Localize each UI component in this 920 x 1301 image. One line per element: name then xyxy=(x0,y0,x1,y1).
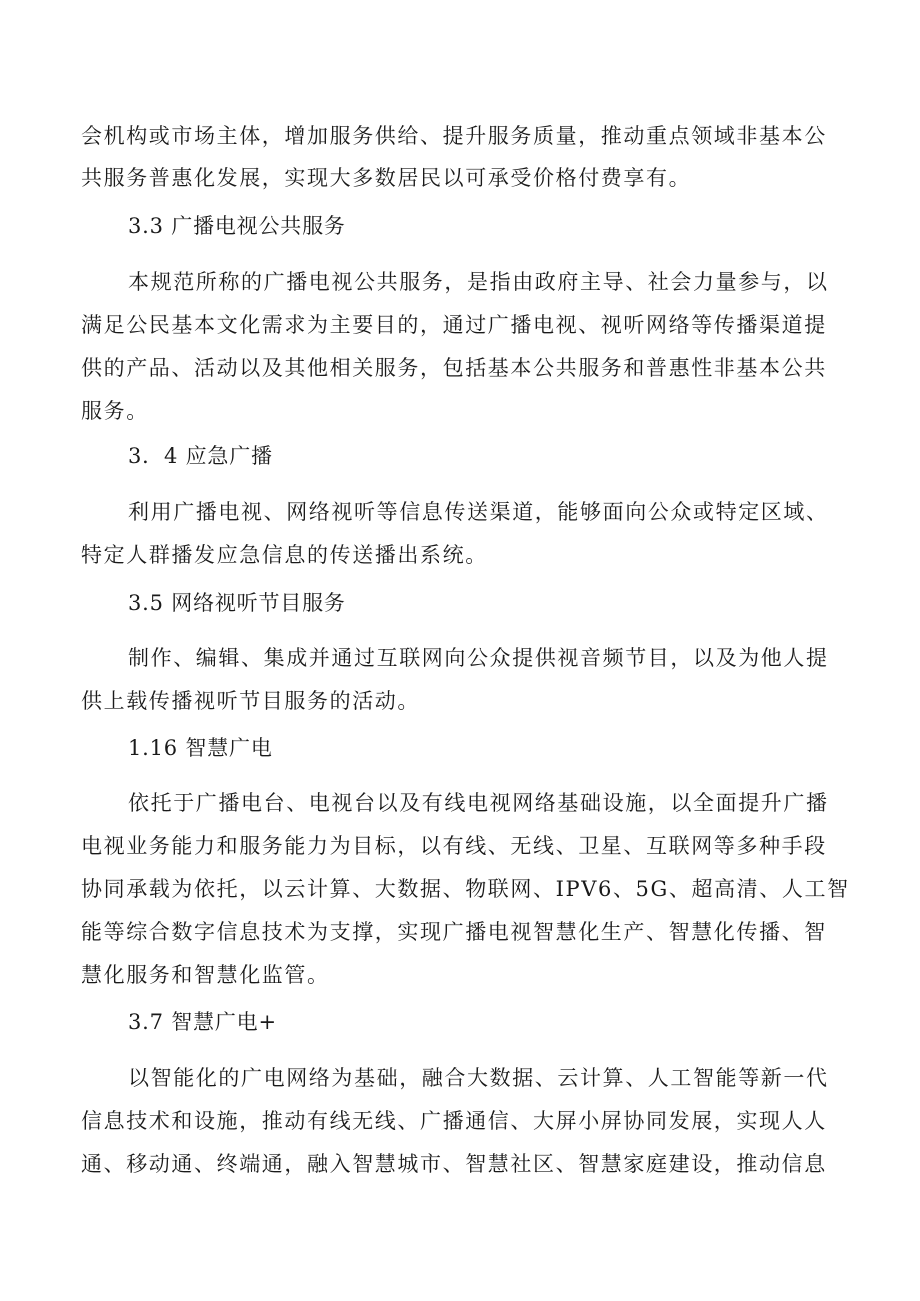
paragraph-line: 供上载传播视听节目服务的活动。 xyxy=(81,689,420,713)
section-heading-1-16: 1.16 智慧广电 xyxy=(128,736,273,760)
paragraph-line: 满足公民基本文化需求为主要目的，通过广播电视、视听网络等传播渠道提 xyxy=(81,313,827,337)
paragraph-line: 利用广播电视、网络视听等信息传送渠道，能够面向公众或特定区域、 xyxy=(128,500,829,524)
section-heading-3-3: 3.3 广播电视公共服务 xyxy=(128,214,346,238)
paragraph-line: 特定人群播发应急信息的传送播出系统。 xyxy=(81,543,488,567)
paragraph-line: 以智能化的广电网络为基础，融合大数据、云计算、人工智能等新一代 xyxy=(128,1066,829,1090)
paragraph-line: 电视业务能力和服务能力为目标，以有线、无线、卫星、互联网等多种手段 xyxy=(81,834,827,858)
paragraph-line: 服务。 xyxy=(81,399,149,423)
paragraph-line: 共服务普惠化发展，实现大多数居民以可承受价格付费享有。 xyxy=(81,166,692,190)
paragraph-line: 制作、编辑、集成并通过互联网向公众提供视音频节目，以及为他人提 xyxy=(128,646,829,670)
paragraph-line: 协同承载为依托，以云计算、大数据、物联网、IPV6、5G、超高清、人工智 xyxy=(81,877,850,901)
paragraph-line: 会机构或市场主体，增加服务供给、提升服务质量，推动重点领域非基本公 xyxy=(81,124,827,148)
paragraph-line: 本规范所称的广播电视公共服务，是指由政府主导、社会力量参与，以 xyxy=(128,270,829,294)
paragraph-line: 信息技术和设施，推动有线无线、广播通信、大屏小屏协同发展，实现人人 xyxy=(81,1109,827,1133)
paragraph-line: 依托于广播电台、电视台以及有线电视网络基础设施，以全面提升广播 xyxy=(128,791,829,815)
paragraph-line: 通、移动通、终端通，融入智慧城市、智慧社区、智慧家庭建设，推动信息 xyxy=(81,1152,827,1176)
paragraph-line: 慧化服务和智慧化监管。 xyxy=(81,963,330,987)
paragraph-line: 供的产品、活动以及其他相关服务，包括基本公共服务和普惠性非基本公共 xyxy=(81,356,827,380)
paragraph-line: 能等综合数字信息技术为支撑，实现广播电视智慧化生产、智慧化传播、智 xyxy=(81,920,827,944)
section-heading-3-5: 3.5 网络视听节目服务 xyxy=(128,591,346,615)
section-heading-3-7: 3.7 智慧广电+ xyxy=(128,1010,277,1034)
section-heading-3-4: 3．4 应急广播 xyxy=(128,444,273,468)
